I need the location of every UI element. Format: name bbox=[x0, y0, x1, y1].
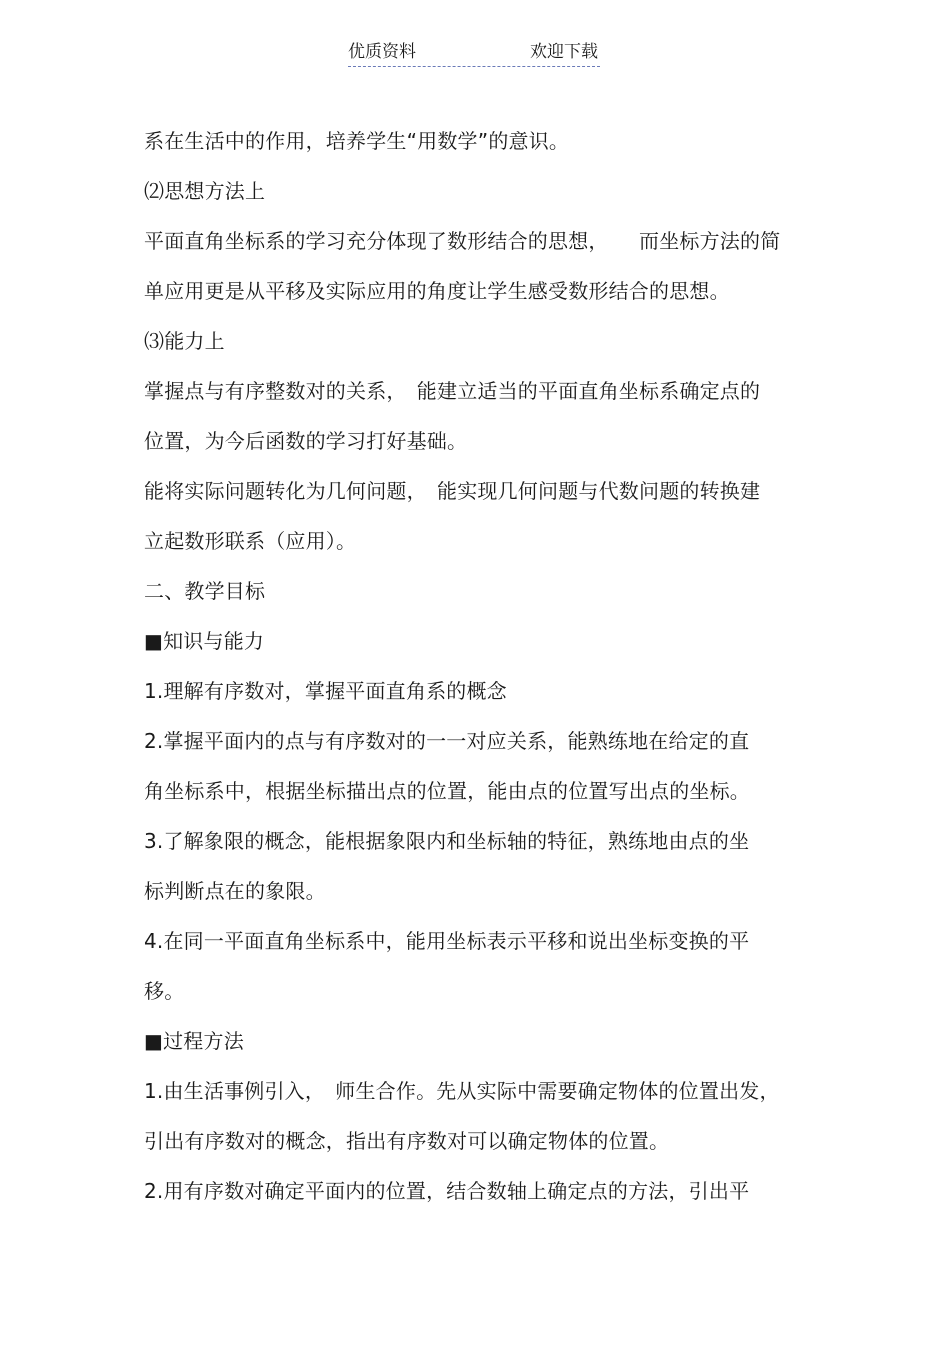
text-line: 平面直角坐标系的学习充分体现了数形结合的思想， 而坐标方法的简 bbox=[144, 229, 781, 253]
text-line: 掌握点与有序整数对的关系， 能建立适当的平面直角坐标系确定点的 bbox=[144, 379, 761, 403]
list-item: 3.了解象限的概念，能根据象限内和坐标轴的特征，熟练地由点的坐 bbox=[144, 829, 750, 853]
text-line: 引出有序数对的概念，指出有序数对可以确定物体的位置。 bbox=[144, 1129, 670, 1153]
subsection-heading: ■知识与能力 bbox=[144, 629, 265, 653]
list-item: 2.用有序数对确定平面内的位置，结合数轴上确定点的方法，引出平 bbox=[144, 1179, 750, 1203]
list-item: 2.掌握平面内的点与有序数对的一一对应关系，能熟练地在给定的直 bbox=[144, 729, 750, 753]
page-header bbox=[348, 40, 600, 67]
list-item: 1.理解有序数对，掌握平面直角系的概念 bbox=[144, 679, 507, 703]
section-heading: 二、教学目标 bbox=[144, 579, 266, 603]
text-line: 移。 bbox=[144, 979, 185, 1003]
text-line: 单应用更是从平移及实际应用的角度让学生感受数形结合的思想。 bbox=[144, 279, 730, 303]
text-line: 系在生活中的作用，培养学生“用数学”的意识。 bbox=[144, 129, 570, 153]
subsection-heading: ■过程方法 bbox=[144, 1029, 244, 1053]
header-left-text: 优质资料 bbox=[348, 42, 416, 62]
text-line: 立起数形联系（应用）。 bbox=[144, 529, 357, 553]
list-item: 1.由生活事例引入， 师生合作。先从实际中需要确定物体的位置出发， bbox=[144, 1079, 780, 1103]
text-line: 能将实际问题转化为几何问题， 能实现几何问题与代数问题的转换建 bbox=[144, 479, 761, 503]
section-heading: ⑶能力上 bbox=[144, 329, 225, 353]
section-heading: ⑵思想方法上 bbox=[144, 179, 266, 203]
header-right-text: 欢迎下载 bbox=[530, 42, 598, 62]
text-line: 位置，为今后函数的学习打好基础。 bbox=[144, 429, 468, 453]
text-line: 标判断点在的象限。 bbox=[144, 879, 326, 903]
list-item: 4.在同一平面直角坐标系中，能用坐标表示平移和说出坐标变换的平 bbox=[144, 929, 750, 953]
text-line: 角坐标系中，根据坐标描出点的位置，能由点的位置写出点的坐标。 bbox=[144, 779, 750, 803]
